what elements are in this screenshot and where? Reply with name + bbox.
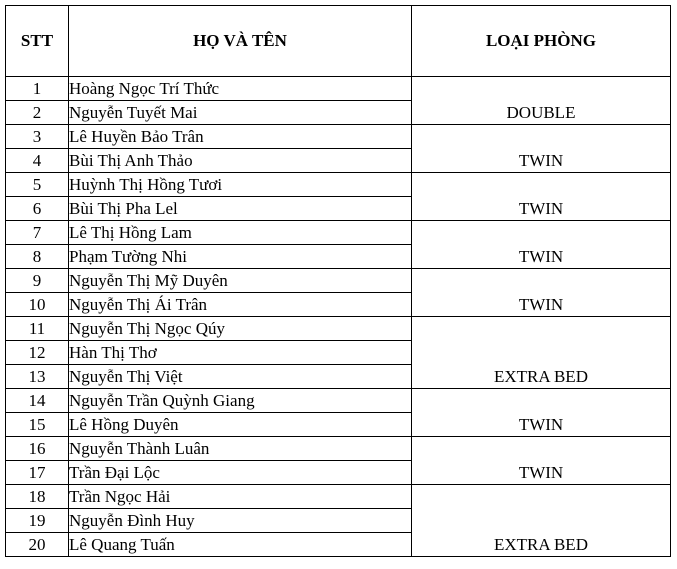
guest-name: Nguyễn Thị Ái Trân: [69, 293, 412, 317]
table-row: [6, 317, 671, 341]
room-type: TWIN: [412, 437, 671, 485]
header-stt: STT: [6, 6, 69, 77]
guest-name: Nguyễn Thị Mỹ Duyên: [69, 269, 412, 293]
guest-name: Trần Ngọc Hải: [69, 485, 412, 509]
row-number: 3: [6, 125, 69, 149]
guest-name: Bùi Thị Pha Lel: [69, 197, 412, 221]
row-number: 10: [6, 293, 69, 317]
guest-name: Phạm Tường Nhi: [69, 245, 412, 269]
guest-name: Bùi Thị Anh Thảo: [69, 149, 412, 173]
row-number: 16: [6, 437, 69, 461]
row-number: 1: [6, 77, 69, 101]
row-number: 4: [6, 149, 69, 173]
guest-name: Nguyễn Thị Việt: [69, 365, 412, 389]
room-type: TWIN: [412, 173, 671, 221]
guest-name: Lê Quang Tuấn: [69, 533, 412, 557]
row-number: 8: [6, 245, 69, 269]
table-row: [6, 221, 671, 245]
row-number: 20: [6, 533, 69, 557]
guest-name: Nguyễn Đình Huy: [69, 509, 412, 533]
guest-name: Trần Đại Lộc: [69, 461, 412, 485]
room-assignment-table: [5, 5, 671, 557]
row-number: 18: [6, 485, 69, 509]
guest-name: Nguyễn Trần Quỳnh Giang: [69, 389, 412, 413]
row-number: 6: [6, 197, 69, 221]
roster-body: [6, 77, 671, 557]
header-room-type: LOẠI PHÒNG: [412, 6, 671, 77]
row-number: 19: [6, 509, 69, 533]
row-number: 17: [6, 461, 69, 485]
guest-name: Nguyễn Thị Ngọc Qúy: [69, 317, 412, 341]
room-type: TWIN: [412, 269, 671, 317]
row-number: 2: [6, 101, 69, 125]
row-number: 12: [6, 341, 69, 365]
header-full-name: HỌ VÀ TÊN: [69, 6, 412, 77]
table-row: [6, 173, 671, 197]
guest-name: Hàn Thị Thơ: [69, 341, 412, 365]
table-row: [6, 269, 671, 293]
guest-name: Lê Thị Hồng Lam: [69, 221, 412, 245]
room-type: TWIN: [412, 125, 671, 173]
table-row: [6, 437, 671, 461]
guest-name: Nguyễn Tuyết Mai: [69, 101, 412, 125]
room-type: EXTRA BED: [412, 485, 671, 557]
room-type: TWIN: [412, 221, 671, 269]
room-type: DOUBLE: [412, 77, 671, 125]
row-number: 13: [6, 365, 69, 389]
guest-name: Nguyễn Thành Luân: [69, 437, 412, 461]
row-number: 15: [6, 413, 69, 437]
row-number: 11: [6, 317, 69, 341]
guest-name: Hoàng Ngọc Trí Thức: [69, 77, 412, 101]
room-type: TWIN: [412, 389, 671, 437]
row-number: 9: [6, 269, 69, 293]
guest-name: Lê Huyền Bảo Trân: [69, 125, 412, 149]
guest-name: Lê Hồng Duyên: [69, 413, 412, 437]
row-number: 7: [6, 221, 69, 245]
table-row: [6, 485, 671, 509]
table-row: [6, 125, 671, 149]
row-number: 14: [6, 389, 69, 413]
row-number: 5: [6, 173, 69, 197]
header-row: [6, 6, 671, 77]
guest-name: Huỳnh Thị Hồng Tươi: [69, 173, 412, 197]
table-row: [6, 77, 671, 101]
table-row: [6, 389, 671, 413]
room-type: EXTRA BED: [412, 317, 671, 389]
